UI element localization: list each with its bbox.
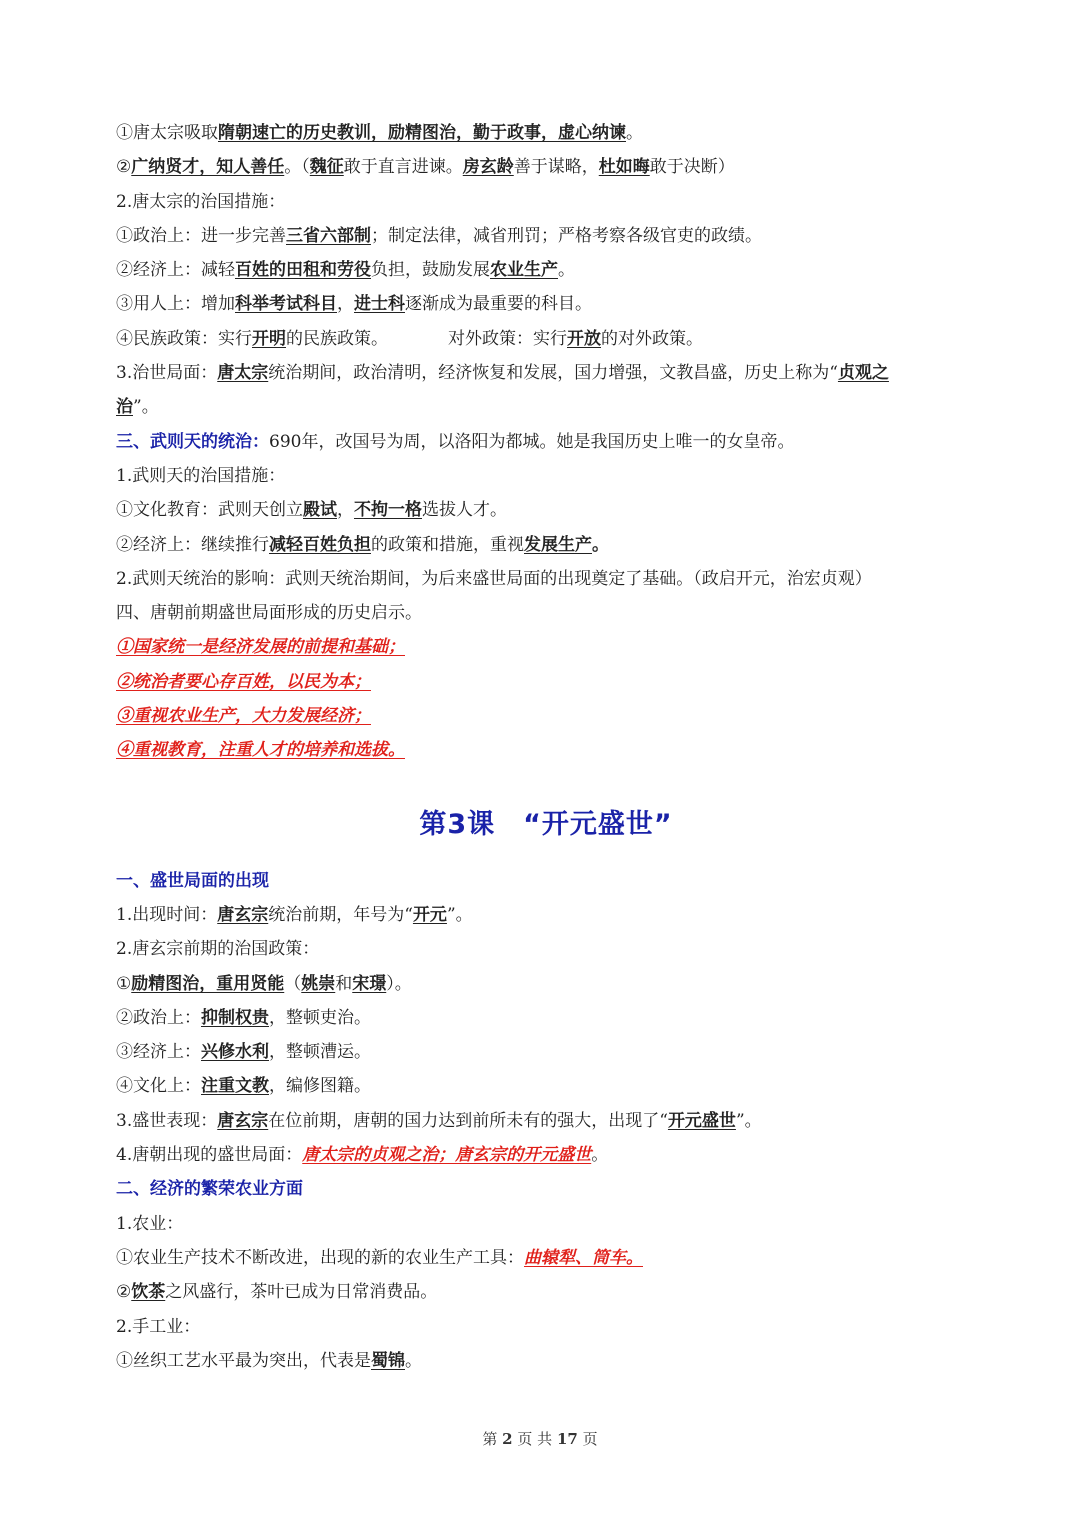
text-line: ④文化上：注重文教，编修图籍。	[116, 1076, 371, 1097]
text-line: ②政治上：抑制权贵，整顿吏治。	[116, 1007, 371, 1028]
list-item: ②统治者要心存百姓，以民为本；	[116, 671, 371, 692]
text-line: 3.治世局面：唐太宗统治期间，政治清明，经济恢复和发展，国力增强，文教昌盛，历史上称为“贞观之	[116, 363, 889, 384]
section-heading: 一、盛世局面的出现	[116, 870, 269, 891]
page-content	[116, 116, 976, 1378]
text-line: 1.农业：	[116, 1213, 184, 1234]
text-line: ①丝织工艺水平最为突出，代表是蜀锦。	[116, 1350, 422, 1371]
text-line: ②饮茶之风盛行，茶叶已成为日常消费品。	[116, 1282, 438, 1303]
text-line: 2.唐玄宗前期的治国政策：	[116, 939, 320, 960]
section-heading: 四、唐朝前期盛世局面形成的历史启示。	[116, 603, 422, 624]
text-line: 1.出现时间：唐玄宗统治前期，年号为“开元”。	[116, 904, 473, 925]
text-line: ③经济上：兴修水利，整顿漕运。	[116, 1042, 371, 1063]
text-line: ①励精图治，重用贤能（姚崇和宋璟）。	[116, 973, 412, 994]
lesson-title: 第3课 “开元盛世”	[419, 808, 673, 840]
text-line: 2.唐太宗的治国措施：	[116, 191, 286, 212]
page-footer: 第 2 页 共 17 页	[482, 1430, 598, 1448]
text-line: ①农业生产技术不断改进，出现的新的农业生产工具：曲辕犁、筒车。	[116, 1247, 643, 1268]
text-line: ①文化教育：武则天创立殿试，不拘一格选拔人才。	[116, 500, 507, 521]
text-line: 1.武则天的治国措施：	[116, 465, 286, 486]
text-line: 治”。	[116, 397, 159, 418]
text-line: 2.武则天统治的影响：武则天统治期间，为后来盛世局面的出现奠定了基础。（政启开元，治宏贞观）	[116, 568, 872, 589]
text-line: 3.盛世表现：唐玄宗在位前期，唐朝的国力达到前所未有的强大，出现了“开元盛世”。	[116, 1110, 762, 1131]
text-line: ①唐太宗吸取隋朝速亡的历史教训，励精图治，勤于政事，虚心纳谏。	[116, 123, 643, 143]
text-line: ②经济上：减轻百姓的田租和劳役负担，鼓励发展农业生产。	[116, 260, 575, 281]
list-item: ④重视教育，注重人才的培养和选拔。	[116, 740, 405, 761]
text-line: ②广纳贤才，知人善任。（魏征敢于直言进谏。房玄龄善于谋略，杜如晦敢于决断）	[116, 157, 735, 178]
page-number: 2	[502, 1430, 513, 1448]
list-item: ③重视农业生产，大力发展经济；	[116, 706, 371, 727]
page-total: 17	[556, 1430, 578, 1448]
list-item: ①国家统一是经济发展的前提和基础；	[116, 637, 405, 658]
text-line: ④民族政策：实行开明的民族政策。 对外政策：实行开放的对外政策。	[116, 328, 703, 349]
text-line: ②经济上：继续推行减轻百姓负担的政策和措施，重视发展生产。	[116, 534, 609, 555]
section-heading: 三、武则天的统治：690年，改国号为周，以洛阳为都城。她是我国历史上唯一的女皇帝。	[116, 431, 795, 452]
text-line: 4.唐朝出现的盛世局面：唐太宗的贞观之治；唐玄宗的开元盛世。	[116, 1145, 609, 1166]
text-line: 2.手工业：	[116, 1316, 201, 1337]
text-line: ①政治上：进一步完善三省六部制；制定法律，减省刑罚；严格考察各级官吏的政绩。	[116, 225, 762, 246]
lesson-title-block	[116, 768, 976, 864]
text-line: ③用人上：增加科举考试科目，进士科逐渐成为最重要的科目。	[116, 294, 592, 315]
section-heading: 二、经济的繁荣农业方面	[116, 1179, 303, 1200]
